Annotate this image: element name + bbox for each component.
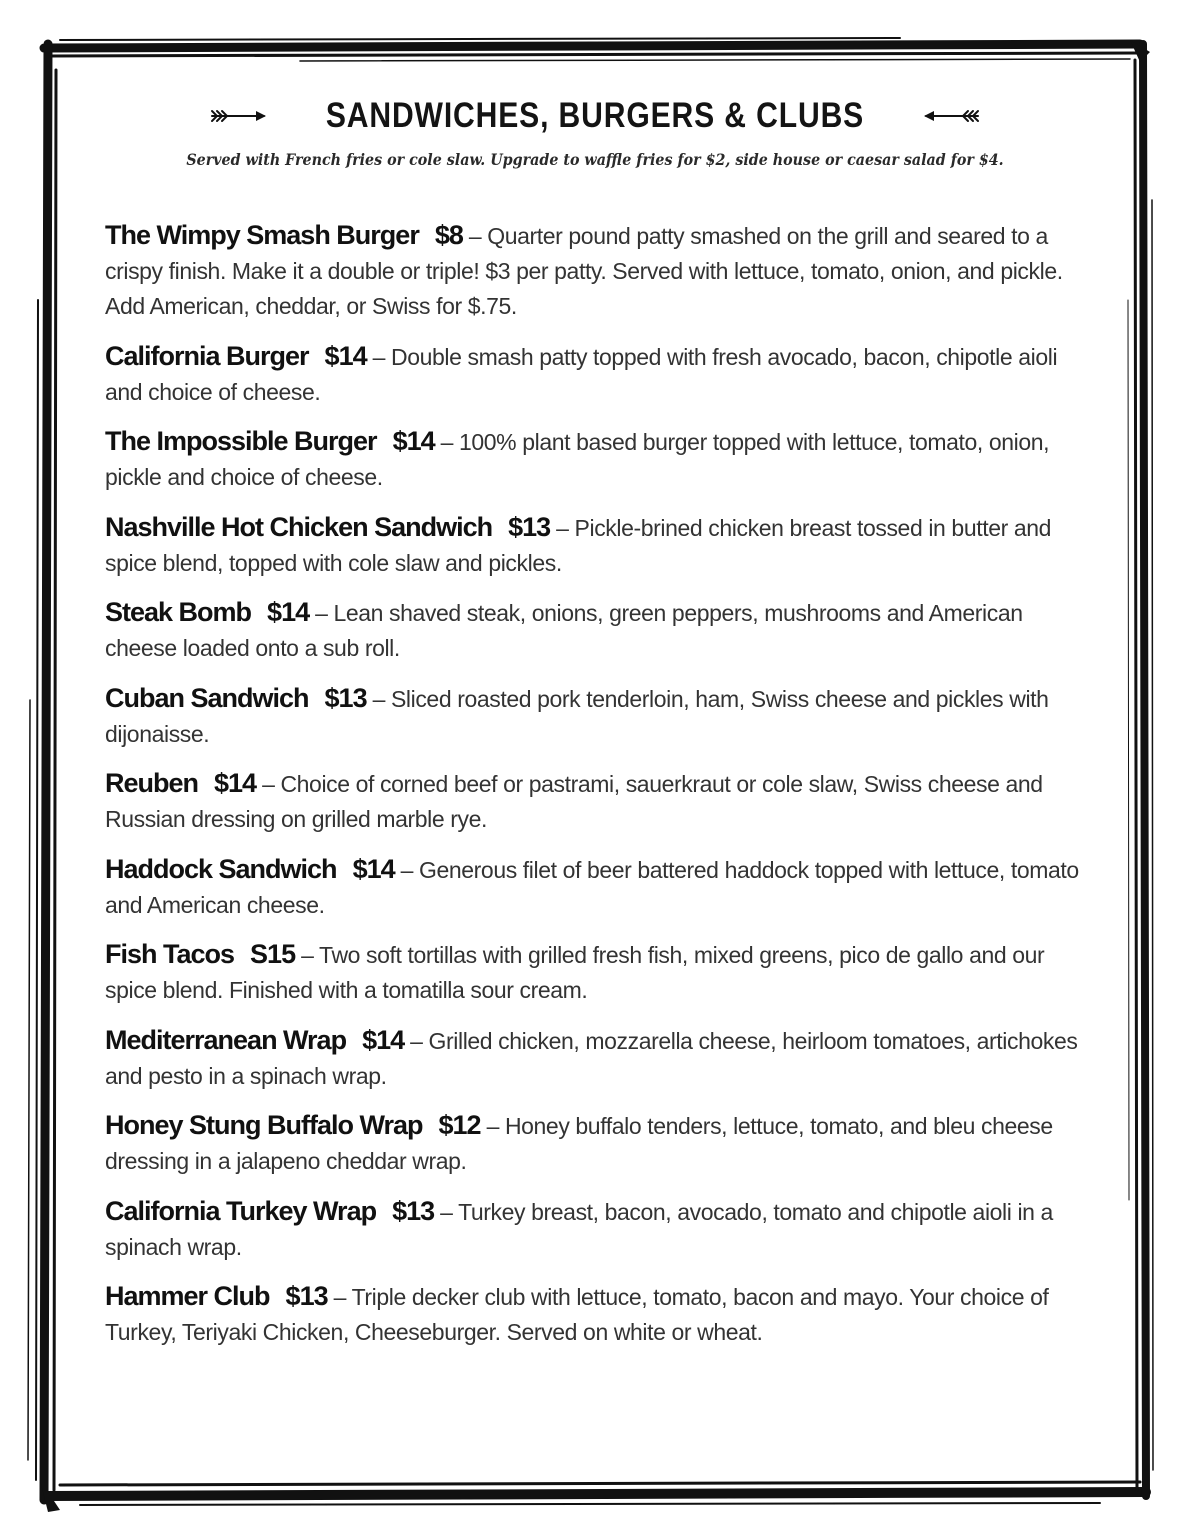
- item-price: $13: [324, 682, 367, 713]
- menu-item: [105, 424, 1085, 495]
- item-price: $13: [285, 1281, 328, 1311]
- item-price: $14: [392, 426, 435, 456]
- menu-item: [105, 681, 1085, 752]
- item-name: The Wimpy Smash Burger: [105, 220, 419, 250]
- item-description: – 100% plant based burger topped with lettuce, tomato, onion, pickle and choice of cheese.: [105, 429, 1050, 490]
- item-name: Reuben: [105, 768, 199, 798]
- title-row: [0, 96, 1190, 136]
- item-price: $14: [362, 1024, 405, 1055]
- menu-header: [0, 96, 1190, 169]
- menu-item: [105, 510, 1085, 581]
- item-name: Honey Stung Buffalo Wrap: [105, 1110, 423, 1140]
- item-name: Haddock Sandwich: [105, 853, 337, 884]
- item-name: Cuban Sandwich: [105, 682, 309, 713]
- page-title: SANDWICHES, BURGERS & CLUBS: [325, 96, 865, 135]
- item-price: S15: [250, 939, 296, 969]
- item-description: – Quarter pound patty smashed on the grill and seared to a crispy finish. Make it a double or triple! $3 per patty. Served with lettuce, tomato, onion, and pickle. Add American, cheddar, or Swiss for $.75.: [105, 223, 1063, 319]
- menu-item: [105, 766, 1085, 837]
- item-name: Steak Bomb: [105, 597, 252, 627]
- item-price: $13: [392, 1195, 435, 1226]
- item-description: – Two soft tortillas with grilled fresh fish, mixed greens, pico de gallo and our spice blend. Finished with a tomatilla sour cream.: [105, 942, 1045, 1003]
- item-name: Fish Tacos: [105, 939, 235, 969]
- arrow-left-icon: [922, 106, 982, 126]
- item-price: $14: [214, 768, 257, 798]
- menu-item: [105, 852, 1085, 923]
- item-description: – Triple decker club with lettuce, tomato, bacon and mayo. Your choice of Turkey, Teriyaki Chicken, Cheeseburger. Served on white or wheat.: [105, 1284, 1049, 1345]
- menu-item: [105, 1194, 1085, 1265]
- item-name: Mediterranean Wrap: [105, 1024, 347, 1055]
- item-price: $14: [267, 597, 310, 627]
- item-price: $8: [434, 220, 463, 250]
- item-description: – Double smash patty topped with fresh avocado, bacon, chipotle aioli and choice of cheese.: [105, 343, 1058, 405]
- item-description: – Turkey breast, bacon, avocado, tomato and chipotle aioli in a spinach wrap.: [105, 1198, 1053, 1260]
- item-name: California Burger: [105, 340, 309, 371]
- menu-item: [105, 1023, 1085, 1094]
- menu-item: [105, 218, 1085, 324]
- item-description: – Lean shaved steak, onions, green peppers, mushrooms and American cheese loaded onto a sub roll.: [105, 600, 1023, 661]
- item-description: – Generous filet of beer battered haddock topped with lettuce, tomato and American cheese.: [105, 856, 1079, 918]
- item-price: $14: [324, 340, 367, 371]
- item-description: – Pickle-brined chicken breast tossed in butter and spice blend, topped with cole slaw and pickles.: [105, 514, 1052, 576]
- item-name: California Turkey Wrap: [105, 1195, 377, 1226]
- item-name: The Impossible Burger: [105, 426, 377, 456]
- item-price: $13: [508, 511, 551, 542]
- arrow-right-icon: [208, 106, 268, 126]
- item-description: – Grilled chicken, mozzarella cheese, heirloom tomatoes, artichokes and pesto in a spinach wrap.: [105, 1027, 1078, 1089]
- item-description: – Sliced roasted pork tenderloin, ham, Swiss cheese and pickles with dijonaisse.: [105, 685, 1049, 747]
- menu-subtitle: Served with French fries or cole slaw. Upgrade to waffle fries for $2, side house or caesar salad for $4.: [186, 150, 1004, 169]
- item-name: Nashville Hot Chicken Sandwich: [105, 511, 493, 542]
- item-price: $12: [438, 1110, 481, 1140]
- menu-item: [105, 1108, 1085, 1179]
- menu-item: [105, 595, 1085, 666]
- menu-item: [105, 937, 1085, 1008]
- item-description: – Honey buffalo tenders, lettuce, tomato, and bleu cheese dressing in a jalapeno cheddar wrap.: [105, 1113, 1053, 1174]
- item-price: $14: [352, 853, 395, 884]
- menu-item: [105, 1279, 1085, 1350]
- item-name: Hammer Club: [105, 1281, 270, 1311]
- item-description: – Choice of corned beef or pastrami, sauerkraut or cole slaw, Swiss cheese and Russian dressing on grilled marble rye.: [105, 771, 1043, 832]
- menu-item: [105, 339, 1085, 410]
- menu-list: [105, 218, 1085, 1365]
